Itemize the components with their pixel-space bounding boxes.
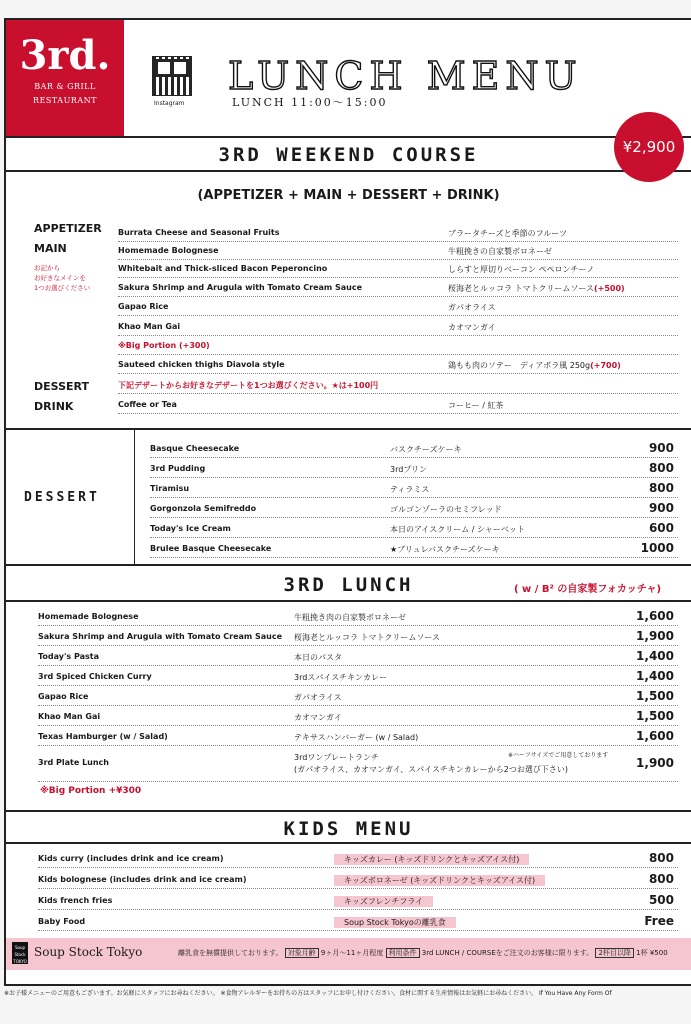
item-price: 800 (648, 481, 674, 495)
item-name-jp-text: 桜海老とルッコラ トマトクリームソース (448, 284, 594, 293)
course-title: 3RD WEEKEND COURSE (218, 144, 479, 166)
item-name-jp: 桜海老とルッコラ トマトクリームソース (294, 633, 440, 642)
item-name-en: Kids curry (includes drink and ice cream) (38, 854, 224, 863)
item-extra-price: (+500) (593, 284, 625, 293)
focaccia-note: ( w / B² の自家製フォカッチャ) (514, 584, 662, 595)
list-item (118, 224, 678, 242)
list-item (150, 540, 678, 558)
item-price: 1,900 (636, 629, 674, 643)
item-name-en: Gapao Rice (38, 692, 89, 701)
item-name-jp: 本日のアイスクリーム / シャーベット (390, 525, 525, 534)
item-name-jp (448, 264, 594, 275)
item-price: 1,500 (636, 689, 674, 703)
qr-label: Instagram (154, 100, 185, 107)
item-name-en: Gapao Rice (118, 302, 169, 311)
list-item (38, 708, 678, 726)
list-item (38, 748, 678, 782)
item-name-en: Whitebait and Thick-sliced Bacon Peperoncino (118, 264, 328, 273)
item-name-en: Tiramisu (150, 484, 190, 493)
divider (6, 600, 691, 602)
list-item (38, 871, 678, 889)
qr-code-icon (152, 56, 192, 96)
soup-stock-logo: Soup Stock TOKYO (12, 942, 28, 964)
item-name-jp-text: 牛粗挽きの自家製ボロネーゼ (448, 247, 552, 256)
item-name-jp: ゴルゴンゾーラのセミフレッド (390, 505, 502, 514)
item-extra-price: (+700) (590, 361, 621, 370)
list-item (150, 480, 678, 498)
list-item (38, 913, 678, 931)
item-name-en: 3rd Pudding (150, 464, 206, 473)
drink-label: DRINK (34, 400, 74, 413)
menu-title: LUNCH MENU (228, 54, 583, 98)
list-item (150, 460, 678, 478)
item-price: 900 (648, 501, 674, 515)
item-name-jp: キッズカレー (キッズドリンクとキッズアイス付) (334, 854, 529, 865)
list-item (118, 396, 678, 414)
item-name-en: Gorgonzola Semifreddo (150, 504, 257, 513)
item-name-en: Basque Cheesecake (150, 444, 240, 453)
item-name-en: Homemade Bolognese (118, 246, 219, 255)
item-name-jp (448, 360, 621, 371)
item-price: 1,400 (636, 669, 674, 683)
item-price: 1,400 (636, 649, 674, 663)
divider (6, 428, 691, 430)
restaurant-logo (6, 20, 124, 136)
list-item (118, 376, 678, 394)
list-item (38, 648, 678, 666)
item-name-jp: ★ブリュレバスクチーズケーキ (390, 545, 500, 554)
item-name-en: 3rd Spiced Chicken Curry (38, 672, 152, 681)
list-item (150, 500, 678, 518)
soup-stock-banner (6, 938, 691, 970)
item-name-jp: 3rdワンプレートランチ (294, 753, 379, 762)
item-name-en: Sakura Shrimp and Arugula with Tomato Cream Sauce (38, 632, 283, 641)
item-price: 900 (648, 441, 674, 455)
item-name-en: 3rd Plate Lunch (38, 758, 109, 767)
item-name-jp: (ガパオライス、カオマンガイ、スパイスチキンカレーから2つお選び下さい) (294, 765, 568, 774)
list-item (38, 728, 678, 746)
half-size-note: ※ハーフサイズでご用意しております (508, 752, 609, 759)
item-name-jp: 牛粗挽き肉の自家製ボロネーゼ (294, 613, 406, 622)
item-name-jp: カオマンガイ (294, 713, 342, 722)
logo-sub1: BAR & GRILL (34, 82, 96, 91)
item-name-jp (448, 322, 496, 333)
list-item (150, 440, 678, 458)
item-name-en: Sauteed chicken thighs Diavola style (118, 360, 285, 369)
item-price: 600 (648, 521, 674, 535)
item-name-jp-text: しらすと厚切りベーコン ペペロンチーノ (448, 265, 595, 274)
big-portion-note: ※Big Portion +¥300 (40, 786, 142, 796)
list-item (118, 318, 678, 336)
item-name-jp (448, 228, 567, 239)
item-name-jp-text: 鶏もも肉のソテー ディアボラ風 250g (448, 361, 591, 370)
item-price: 1000 (640, 541, 674, 555)
divider (6, 170, 691, 172)
item-price: 1,900 (636, 756, 674, 770)
item-name-jp (448, 246, 552, 257)
list-item (38, 688, 678, 706)
divider (134, 430, 135, 566)
item-name-en: Khao Man Gai (118, 322, 181, 331)
item-name-jp: 3rdプリン (390, 465, 427, 474)
list-item (38, 628, 678, 646)
item-price: 800 (648, 461, 674, 475)
item-name-jp: テキサスハンバーガー (w / Salad) (294, 733, 419, 742)
item-price: 1,500 (636, 709, 674, 723)
item-name-en: Texas Hamburger (w / Salad) (38, 732, 168, 741)
menu-sheet (4, 18, 691, 986)
soup-stock-text: 離乳食を無償提供しております。 対象月齢 9ヶ月〜11ヶ月程度 利用条件 3rd LUNCH / COURSEをご注文のお客様に限ります。 2杯目以降 1杯 ¥500 (178, 949, 668, 957)
item-name-en: Brulee Basque Cheesecake (150, 544, 272, 553)
item-name-en: Sakura Shrimp and Arugula with Tomato Cream Sauce (118, 283, 363, 292)
lunch-title: 3RD LUNCH (283, 574, 414, 596)
divider (6, 810, 691, 812)
list-item (118, 242, 678, 260)
item-price: 1,600 (636, 609, 674, 623)
item-price: 1,600 (636, 729, 674, 743)
list-item (38, 668, 678, 686)
list-item (38, 892, 678, 910)
course-subtitle: (APPETIZER + MAIN + DESSERT + DRINK) (197, 188, 500, 203)
list-item (150, 520, 678, 538)
item-name-jp: キッズフレンチフライ (334, 896, 433, 907)
dessert-label: DESSERT (34, 380, 89, 393)
list-item (118, 356, 678, 374)
list-item (38, 850, 678, 868)
item-name-en: Today's Ice Cream (150, 524, 231, 533)
item-name-jp: 3rdスパイスチキンカレー (294, 673, 387, 682)
item-name-en: Homemade Bolognese (38, 612, 139, 621)
lunch-hours: LUNCH 11:00〜15:00 (232, 96, 388, 109)
item-name-en: 下記デザートからお好きなデザートを1つお選びください。★は+100円 (118, 381, 379, 390)
dessert-section-label: DESSERT (24, 490, 100, 505)
logo-text: 3rd. (19, 32, 111, 79)
divider (6, 842, 691, 844)
item-name-jp (448, 400, 503, 411)
item-name-en: Khao Man Gai (38, 712, 101, 721)
item-name-en: ※Big Portion (+300) (118, 341, 210, 350)
item-name-en: Burrata Cheese and Seasonal Fruits (118, 228, 280, 237)
item-name-en: Today's Pasta (38, 652, 100, 661)
item-name-jp: 本日のパスタ (294, 653, 342, 662)
item-price: 500 (648, 893, 674, 907)
item-name-en: Kids bolognese (includes drink and ice cream) (38, 875, 247, 884)
item-name-jp: ティラミス (390, 485, 430, 494)
footer-note: ※お子様メニューのご用意もございます。お気軽にスタッフにお尋ねください。 ※食物アレルギーをお持ちの方はスタッフにお申し付けください。食材に関する生産情報はお気軽にお尋ねください。 If You Have Any Form Of (4, 990, 612, 997)
item-name-en: Coffee or Tea (118, 400, 177, 409)
main-note: お記から お好きなメインを 1つお選びください (34, 264, 91, 292)
list-item (118, 298, 678, 316)
item-name-jp-text: ガパオライス (448, 303, 496, 312)
logo-sub2: RESTAURANT (33, 96, 97, 105)
item-name-jp: ガパオライス (294, 693, 342, 702)
item-price: 800 (648, 872, 674, 886)
item-name-jp-text: カオマンガイ (448, 323, 496, 332)
divider (6, 564, 691, 566)
kids-title: KIDS MENU (283, 818, 414, 840)
item-price: Free (644, 914, 674, 928)
item-name-jp (448, 302, 496, 313)
item-name-en: Baby Food (38, 917, 86, 926)
list-item (118, 279, 678, 297)
list-item (118, 260, 678, 278)
item-name-jp-text: コーヒー / 紅茶 (448, 401, 504, 410)
item-price: 800 (648, 851, 674, 865)
list-item (38, 608, 678, 626)
item-name-jp: Soup Stock Tokyoの離乳食 (334, 917, 456, 928)
divider (6, 136, 691, 138)
item-name-en: Kids french fries (38, 896, 113, 905)
list-item (118, 337, 678, 355)
item-name-jp: バスクチーズケーキ (390, 445, 462, 454)
soup-stock-name: Soup Stock Tokyo (34, 945, 143, 959)
appetizer-label: APPETIZER (34, 222, 102, 235)
item-name-jp-text: ブラータチーズと季節のフルーツ (448, 229, 567, 238)
course-price-badge: ¥2,900 (614, 112, 684, 182)
item-name-jp: キッズボロネーゼ (キッズドリンクとキッズアイス付) (334, 875, 545, 886)
main-label: MAIN (34, 242, 67, 255)
item-name-jp (448, 283, 625, 294)
